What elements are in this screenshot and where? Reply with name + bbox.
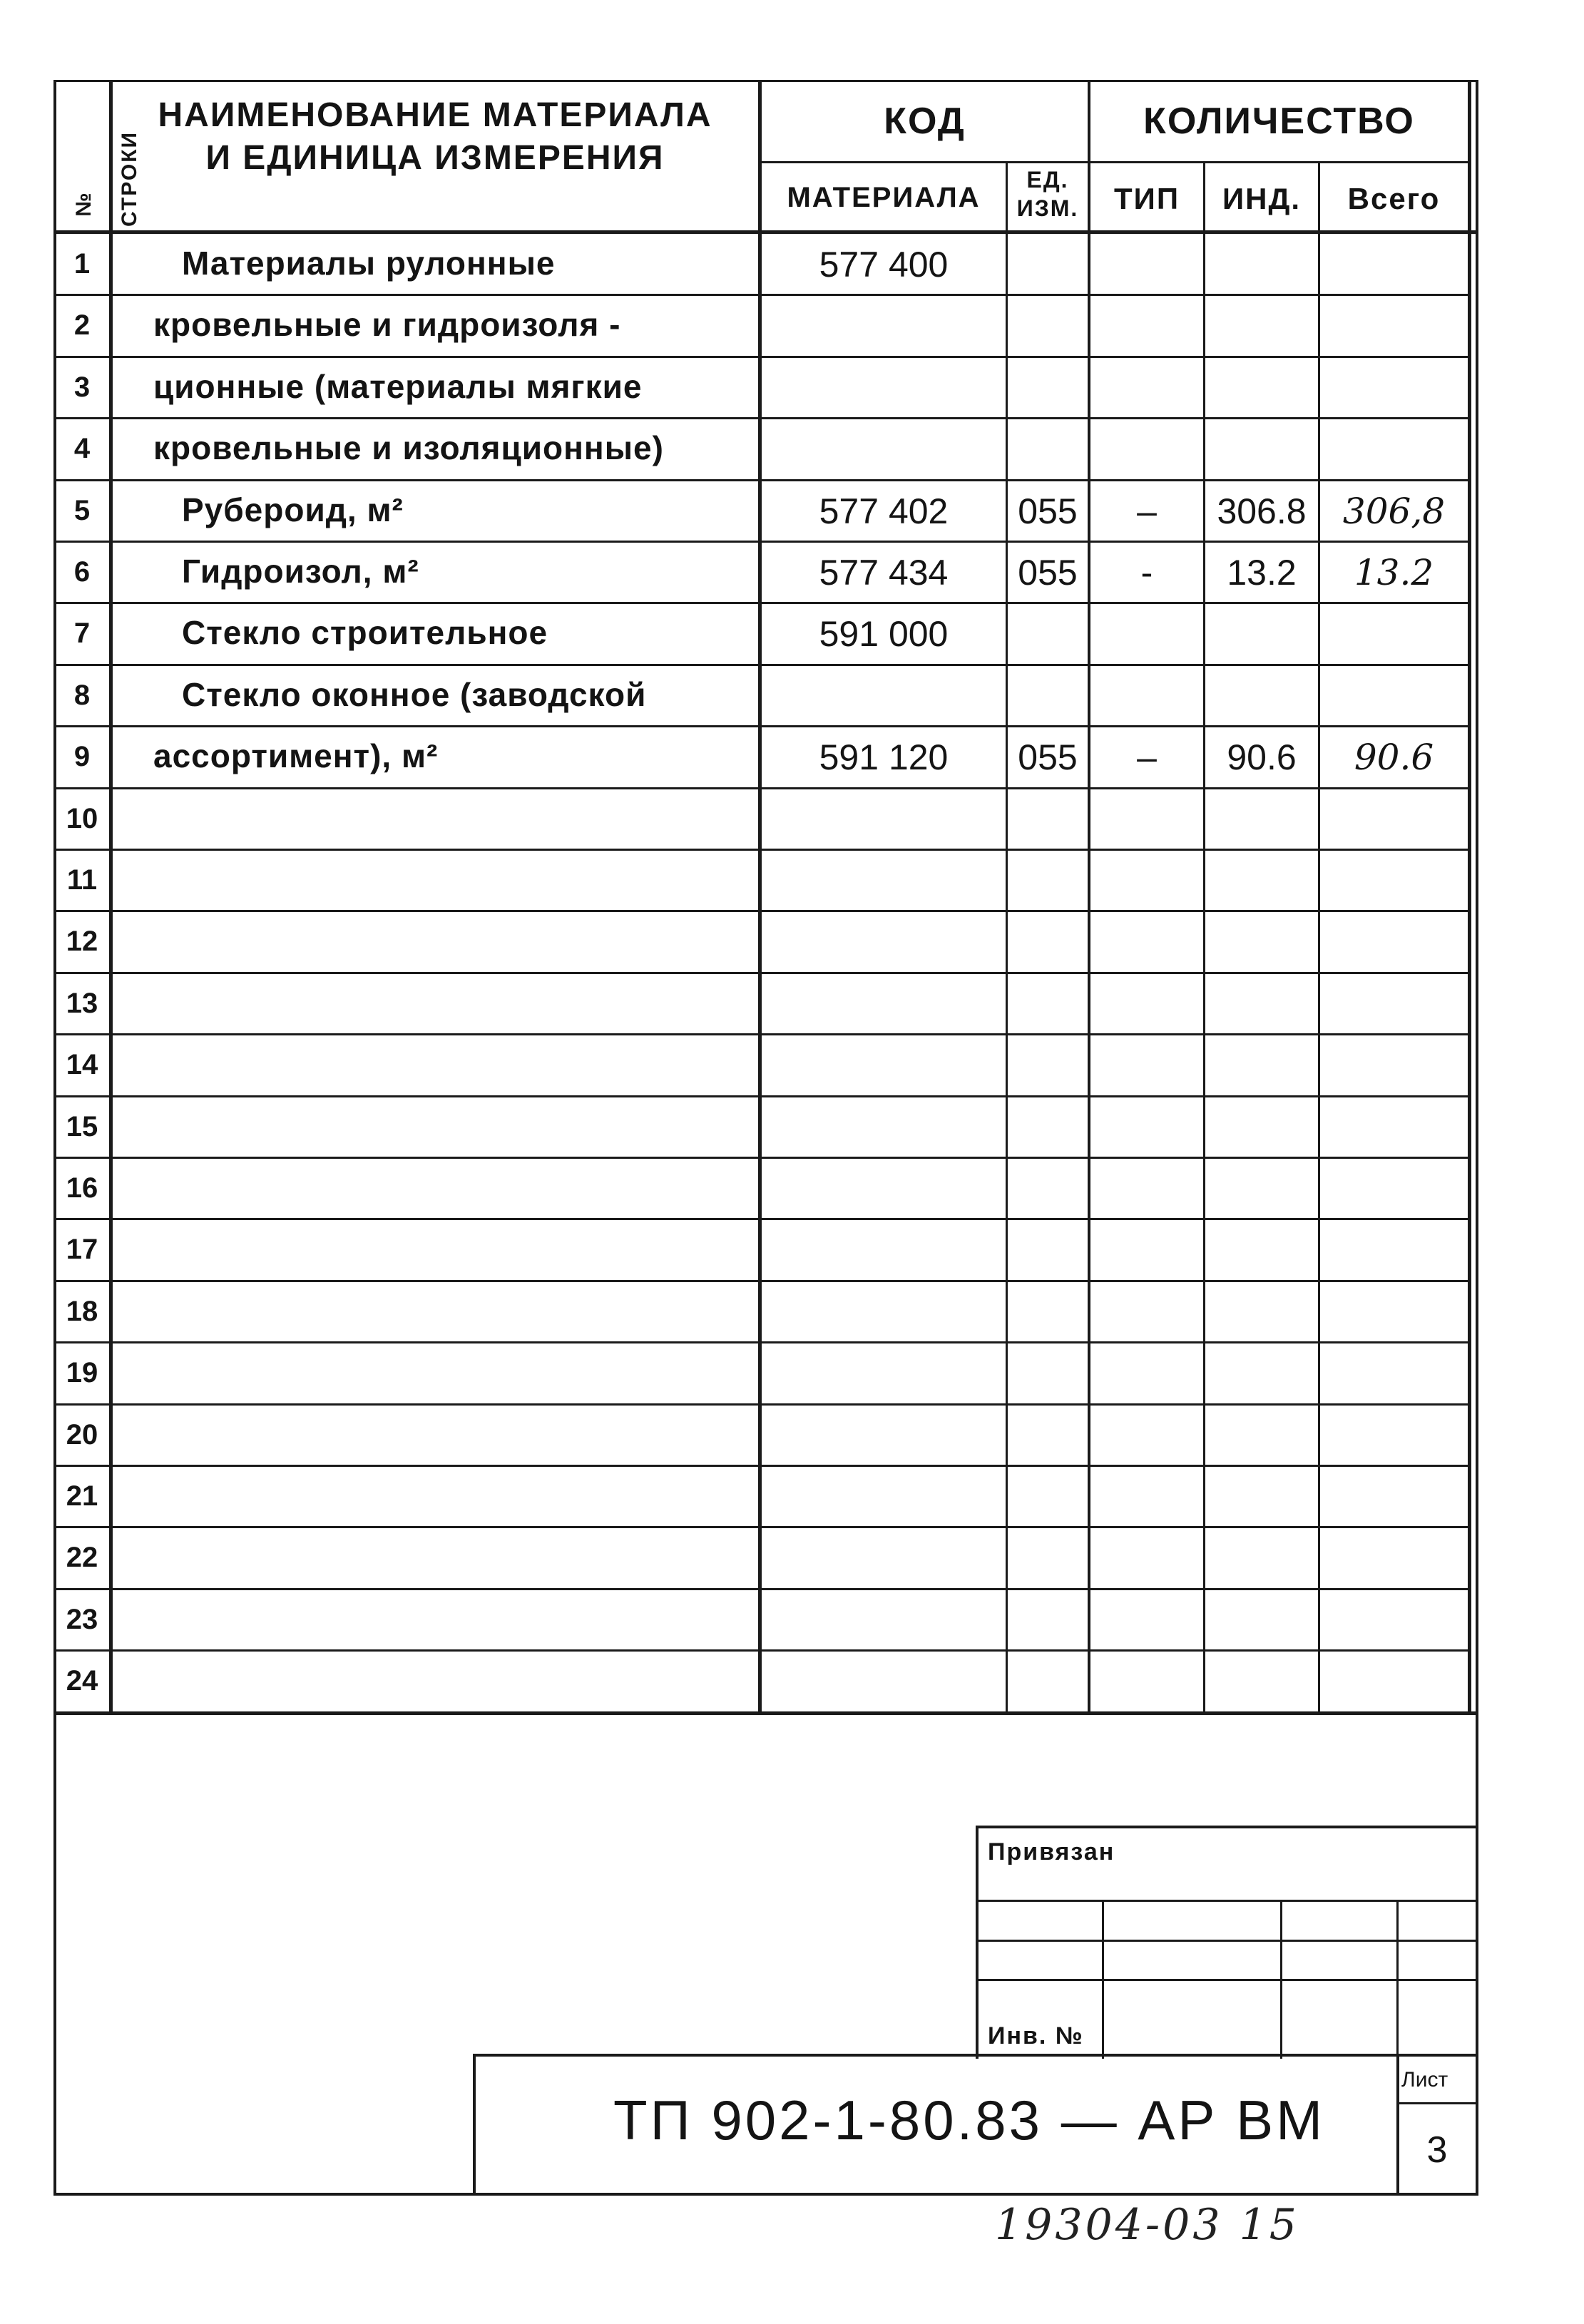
cell-total: 13.2 [1354, 552, 1434, 593]
row-divider [53, 1588, 1471, 1590]
row-number: 9 [73, 741, 91, 772]
col-divider-rownum [109, 80, 113, 1714]
row-divider [53, 1341, 1471, 1343]
footer-archive-number: 19304-03 15 [995, 2200, 1299, 2250]
row-number: 10 [66, 803, 98, 834]
cell-unit: 055 [1018, 491, 1078, 531]
row-number: 12 [66, 926, 98, 957]
stamp-line-3 [976, 1979, 1478, 1981]
row-number: 14 [66, 1049, 98, 1080]
col-divider-right [1468, 80, 1471, 1714]
row-number: 3 [73, 372, 91, 403]
row-divider [53, 1218, 1471, 1220]
row-number: 6 [73, 556, 91, 588]
cell-unit: 055 [1018, 553, 1078, 593]
header-row-no: № СТРОКИ [72, 130, 141, 227]
header-total: Всего [1347, 182, 1441, 215]
row-number: 18 [66, 1296, 98, 1327]
row-number: 4 [73, 433, 91, 464]
cell-ind: 306.8 [1217, 491, 1307, 531]
cell-type: - [1140, 553, 1153, 593]
stamp-attached: Привязан [988, 1838, 1115, 1865]
row-divider [53, 972, 1471, 974]
cell-unit: 055 [1018, 737, 1078, 777]
cell-name: кровельные и изоляционные) [153, 429, 664, 466]
stamp-left-line [976, 1826, 978, 2059]
header-quantity: КОЛИЧЕСТВО [1143, 101, 1415, 142]
cell-code: 591 120 [819, 737, 949, 777]
cell-name: Материалы рулонные [182, 245, 556, 282]
header-name-line2: И ЕДИНИЦА ИЗМЕРЕНИЯ [205, 139, 665, 177]
sheet-number: 3 [1426, 2129, 1448, 2171]
row-number: 22 [66, 1542, 98, 1573]
top-border [53, 80, 1478, 82]
cell-type: – [1137, 491, 1157, 531]
row-divider [53, 1095, 1471, 1097]
row-divider [53, 849, 1471, 851]
cell-type: – [1137, 737, 1157, 777]
cell-name: ассортимент), м² [153, 737, 439, 774]
stamp-line-2 [976, 1940, 1478, 1942]
header-name [121, 94, 749, 180]
stamp-top-line [976, 1826, 1478, 1828]
row-divider [53, 787, 1471, 789]
cell-ind: 90.6 [1227, 737, 1297, 777]
row-number: 5 [73, 495, 91, 526]
cell-code: 577 402 [819, 491, 949, 531]
row-number: 24 [66, 1665, 98, 1696]
header-code-material: МАТЕРИАЛА [787, 182, 981, 213]
row-divider [53, 1649, 1471, 1652]
cell-total: 306,8 [1342, 491, 1446, 532]
titleblock-top-line [473, 2054, 1478, 2057]
row-number: 17 [66, 1234, 98, 1265]
col-divider-unit [1088, 80, 1090, 1714]
header-unit [1008, 165, 1088, 222]
header-ind: ИНД. [1222, 182, 1302, 215]
cell-total: 90.6 [1354, 737, 1434, 778]
titleblock-left-line [473, 2054, 476, 2194]
row-divider [53, 602, 1471, 604]
row-divider [53, 1465, 1471, 1467]
sheet-label: Лист [1401, 2068, 1448, 2092]
row-number: 23 [66, 1604, 98, 1635]
row-number: 21 [66, 1480, 98, 1512]
cell-ind: 13.2 [1227, 553, 1297, 593]
titleblock-sheet-divider [1396, 2054, 1399, 2194]
row-number: 2 [73, 309, 91, 341]
cell-code: 577 434 [819, 553, 949, 593]
header-subrow-line [762, 161, 1471, 163]
row-number: 8 [73, 680, 91, 711]
cell-code: 591 000 [819, 614, 949, 654]
stamp-vline-1 [1102, 1900, 1104, 2059]
row-number: 15 [66, 1111, 98, 1142]
row-divider [53, 294, 1471, 296]
cell-name: Рубероид, м² [182, 491, 404, 528]
col-divider-code [1006, 163, 1008, 1714]
row-divider [53, 1157, 1471, 1159]
stamp-vline-2 [1280, 1900, 1282, 2059]
header-unit-line2: ИЗМ. [1016, 195, 1079, 221]
cell-name: кровельные и гидроизоля - [153, 306, 621, 343]
document-code: ТП 902-1-80.83 — АР ВМ [613, 2089, 1326, 2151]
stamp-vline-3 [1396, 1900, 1399, 2059]
row-number: 7 [73, 618, 91, 649]
cell-name: Стекло строительное [182, 614, 548, 651]
row-divider [53, 479, 1471, 481]
row-divider [53, 1280, 1471, 1282]
titleblock-sheet-line [1396, 2102, 1478, 2104]
row-divider [53, 1033, 1471, 1035]
row-number: 11 [66, 864, 98, 896]
header-divider [53, 230, 1478, 234]
cell-code: 577 400 [819, 245, 949, 285]
row-divider [53, 664, 1471, 666]
col-divider-ind [1318, 163, 1320, 1714]
row-divider [53, 1526, 1471, 1528]
table-bottom-line [53, 1711, 1478, 1715]
row-divider [53, 417, 1471, 419]
col-divider-type [1203, 163, 1205, 1714]
row-divider [53, 725, 1471, 727]
stamp-line-1 [976, 1900, 1478, 1902]
cell-name: ционные (материалы мягкие [153, 368, 643, 405]
header-code: КОД [884, 101, 966, 142]
row-number: 13 [66, 988, 98, 1019]
row-divider [53, 356, 1471, 358]
cell-name: Стекло оконное (заводской [182, 676, 647, 713]
row-divider [53, 1403, 1471, 1406]
row-number: 19 [66, 1357, 98, 1388]
cell-name: Гидроизол, м² [182, 553, 419, 590]
row-divider [53, 541, 1471, 543]
col-divider-name [758, 80, 762, 1714]
header-name-line1: НАИМЕНОВАНИЕ МАТЕРИАЛА [158, 96, 712, 134]
row-number: 16 [66, 1172, 98, 1204]
row-divider [53, 910, 1471, 912]
stamp-inv-no: Инв. № [988, 2022, 1084, 2049]
row-number: 1 [73, 248, 91, 280]
header-unit-line1: ЕД. [1026, 167, 1069, 193]
header-type: ТИП [1113, 182, 1180, 215]
row-number: 20 [66, 1419, 98, 1450]
